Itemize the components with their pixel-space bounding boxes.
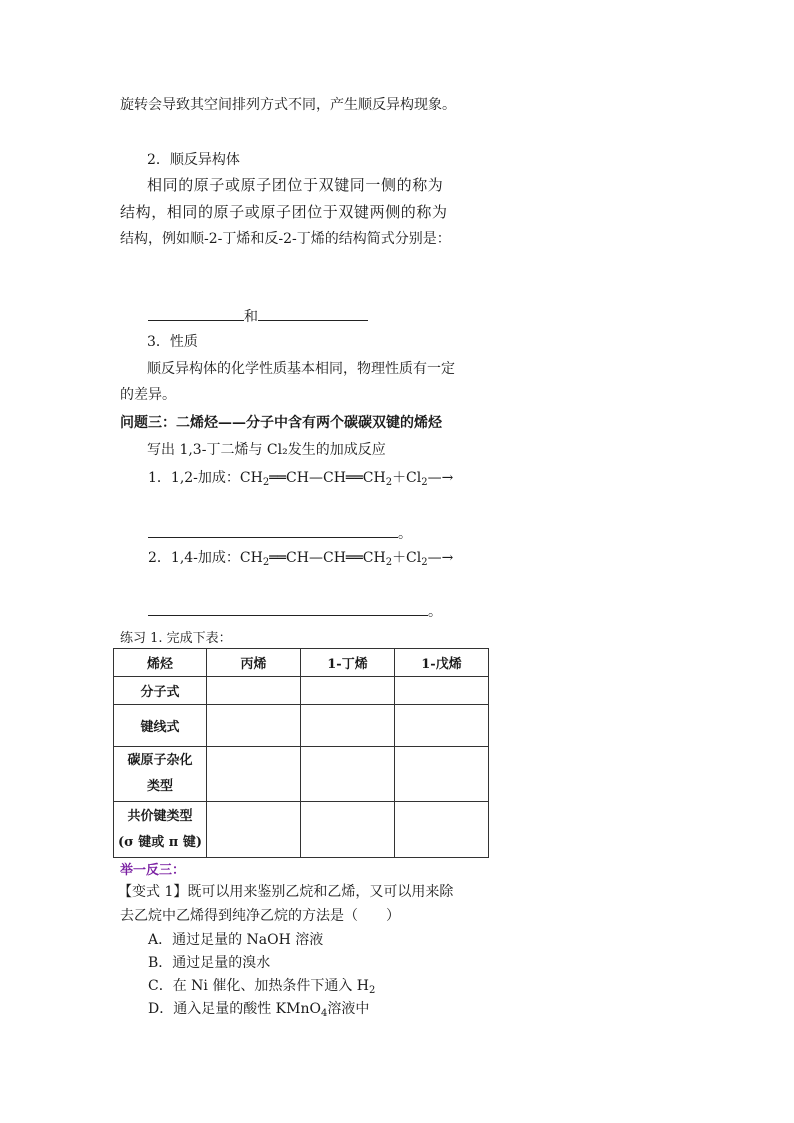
- answer1-blank[interactable]: [148, 523, 398, 538]
- sec3-heading: 3．性质: [147, 334, 198, 350]
- sec2-blanks: [148, 306, 368, 326]
- item1-formula-d: —→: [427, 470, 454, 486]
- sec3-line2: 的差异。: [120, 387, 176, 403]
- practice-question-line2: 去乙烷中乙烯得到纯净乙烷的方法是（ ）: [120, 908, 400, 924]
- table-row: [114, 802, 489, 858]
- answer2-end: 。: [428, 604, 442, 620]
- answer1-end: 。: [398, 526, 412, 542]
- practice-question-line1: 【变式 1】既可以用来鉴别乙烷和乙烯，又可以用来除: [118, 884, 454, 900]
- row-label: [114, 802, 207, 858]
- sec2-line3: 结构，例如顺-2-丁烯和反-2-丁烯的结构简式分别是：: [120, 231, 451, 247]
- practice-heading: 举一反三：: [120, 863, 186, 878]
- answer-cell[interactable]: [395, 705, 489, 747]
- option-d-post: 溶液中: [327, 1001, 370, 1017]
- item1-label: 1．1,2-加成：: [148, 470, 240, 486]
- row-label-line2: 类型: [146, 779, 173, 794]
- answer-cell[interactable]: [207, 677, 301, 705]
- q3-prompt: 写出 1,3-丁二烯与 Cl₂发生的加成反应: [147, 442, 386, 458]
- sec2-line1: 相同的原子或原子团位于双键同一侧的称为: [147, 176, 444, 194]
- answer-cell[interactable]: [301, 705, 395, 747]
- item2-formula-a: CH: [239, 550, 263, 566]
- table-row: [114, 705, 489, 747]
- item2-sub-b: 2: [385, 557, 393, 568]
- item2-formula-c: ＋Cl: [392, 550, 422, 566]
- option-c-text: C．在 Ni 催化、加热条件下通入 H: [148, 978, 369, 994]
- table-row: [114, 677, 489, 705]
- table-row: [114, 747, 489, 802]
- option-d-text: D．通入足量的酸性 KMnO: [148, 1001, 321, 1017]
- exercise-title: 练习 1. 完成下表：: [120, 631, 232, 646]
- item1-sub-b: 2: [385, 477, 393, 488]
- row-label-line1: 碳原子杂化: [127, 753, 193, 768]
- row-label: 分子式: [114, 677, 207, 705]
- option-a-text: A．通过足量的 NaOH 溶液: [148, 932, 324, 948]
- item1-formula-c: ＋Cl: [392, 470, 422, 486]
- answer-cell[interactable]: [301, 677, 395, 705]
- q3-answer1: [148, 523, 412, 543]
- option-c-sub: 2: [369, 985, 376, 996]
- table-header-cell: 1-戊烯: [395, 649, 489, 677]
- answer-cell[interactable]: [395, 802, 489, 858]
- table-header-cell: 1-丁烯: [301, 649, 395, 677]
- table-header-row: [114, 649, 489, 677]
- answer2-blank[interactable]: [148, 601, 428, 616]
- item2-sub-c: 2: [421, 557, 428, 568]
- option-a[interactable]: [148, 931, 323, 949]
- sec2-heading: 2．顺反异构体: [147, 152, 240, 168]
- option-b-text: B．通过足量的溴水: [148, 955, 271, 971]
- answer-cell[interactable]: [301, 802, 395, 858]
- blank-trans[interactable]: [258, 306, 368, 321]
- option-c[interactable]: [148, 977, 375, 1000]
- q3-answer2: [148, 601, 442, 621]
- sec2-line2: 结构，相同的原子或原子团位于双键两侧的称为: [120, 203, 448, 221]
- row-label: [114, 747, 207, 802]
- row-label-line1: 共价键类型: [127, 808, 193, 824]
- q3-heading: 问题三：二烯烃——分子中含有两个碳碳双键的烯烃: [120, 415, 442, 431]
- option-d[interactable]: [148, 1000, 369, 1023]
- item2-sub-a: 2: [262, 557, 270, 568]
- item2-label: 2．1,4-加成：: [148, 550, 240, 566]
- table-header-cell: 丙烯: [207, 649, 301, 677]
- and-text: 和: [244, 309, 258, 325]
- item1-formula-a: CH: [239, 470, 263, 486]
- exercise-table: [113, 648, 489, 858]
- answer-cell[interactable]: [207, 705, 301, 747]
- answer-cell[interactable]: [207, 802, 301, 858]
- option-d-sub: 4: [320, 1008, 328, 1019]
- q3-item1: [148, 469, 453, 492]
- intro-line: 旋转会导致其空间排列方式不同，产生顺反异构现象。: [120, 97, 456, 113]
- item1-sub-c: 2: [421, 477, 428, 488]
- answer-cell[interactable]: [395, 677, 489, 705]
- item2-formula-b: ══CH—CH══CH: [269, 550, 386, 566]
- answer-cell[interactable]: [395, 747, 489, 802]
- blank-cis[interactable]: [148, 306, 244, 321]
- sec3-line1: 顺反异构体的化学性质基本相同，物理性质有一定: [147, 361, 455, 377]
- item1-formula-b: ══CH—CH══CH: [269, 470, 386, 486]
- option-b[interactable]: [148, 954, 270, 972]
- table-header-cell: 烯烃: [114, 649, 207, 677]
- answer-cell[interactable]: [207, 747, 301, 802]
- q3-item2: [148, 549, 453, 572]
- item2-formula-d: —→: [427, 550, 454, 566]
- item1-sub-a: 2: [262, 477, 270, 488]
- row-label: 键线式: [114, 705, 207, 747]
- answer-cell[interactable]: [301, 747, 395, 802]
- row-label-line2: (σ 键或 π 键): [118, 834, 202, 850]
